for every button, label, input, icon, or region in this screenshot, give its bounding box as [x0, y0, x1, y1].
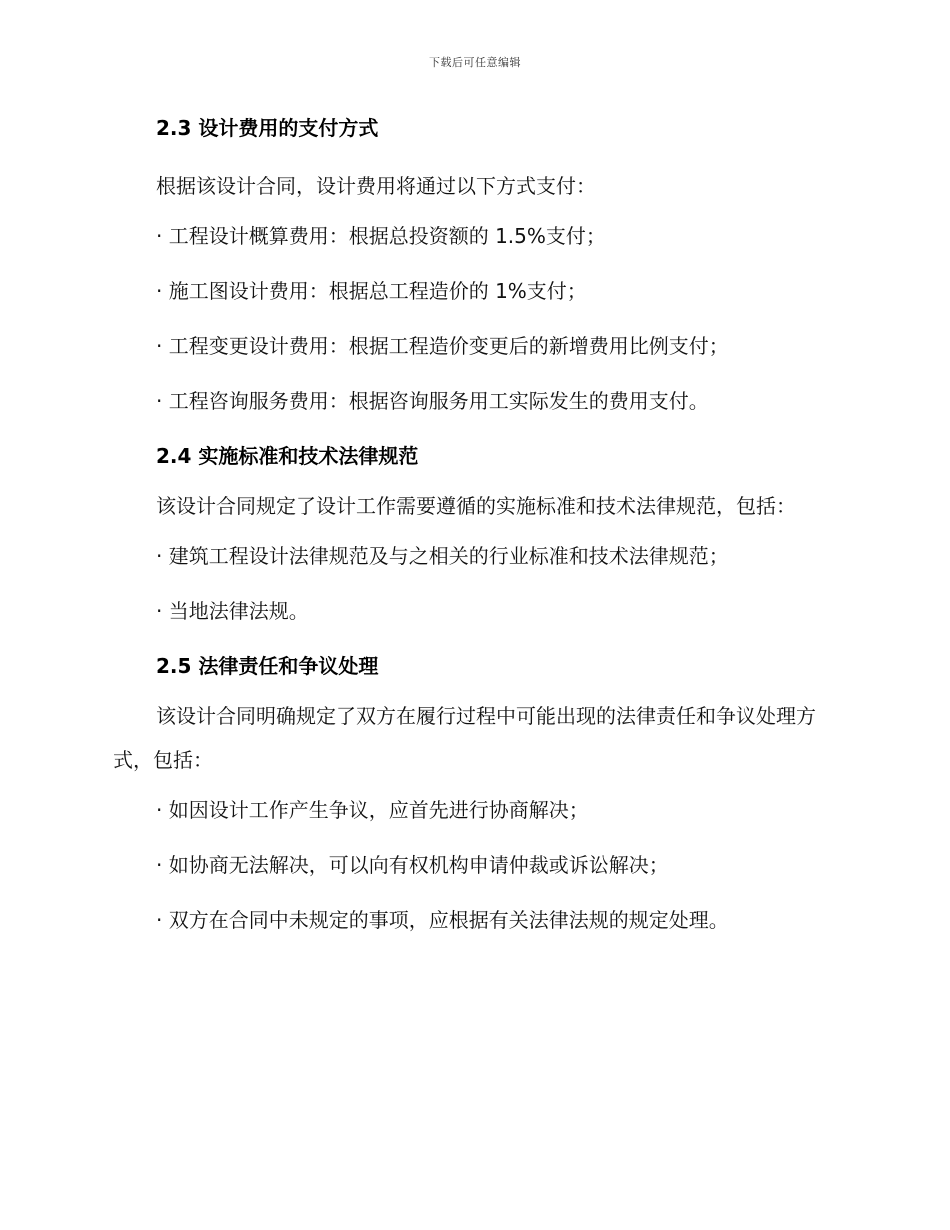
- section-heading: 2.4 实施标准和技术法律规范: [156, 444, 419, 468]
- section-intro: 该设计合同明确规定了双方在履行过程中可能出现的法律责任和争议处理方式，包括：: [113, 704, 816, 772]
- list-item: · 施工图设计费用：根据总工程造价的 1%支付；: [156, 279, 587, 303]
- list-item: · 双方在合同中未规定的事项，应根据有关法律法规的规定处理。: [156, 908, 729, 932]
- document-body: [113, 110, 833, 938]
- section-heading: 2.5 法律责任和争议处理: [156, 654, 379, 678]
- section-intro: 根据该设计合同，设计费用将通过以下方式支付：: [156, 174, 596, 198]
- section-2-4: [113, 438, 833, 629]
- list-item: · 当地法律法规。: [156, 599, 309, 623]
- section-intro: 该设计合同规定了设计工作需要遵循的实施标准和技术法律规范，包括：: [156, 494, 796, 518]
- list-item: · 工程设计概算费用：根据总投资额的 1.5%支付；: [156, 224, 606, 248]
- list-item: · 工程咨询服务费用：根据咨询服务用工实际发生的费用支付。: [156, 389, 709, 413]
- header-note: 下载后可任意编辑: [429, 56, 521, 69]
- section-2-5: [113, 648, 833, 938]
- list-item: · 如协商无法解决，可以向有权机构申请仲裁或诉讼解决；: [156, 853, 669, 877]
- list-item: · 工程变更设计费用：根据工程造价变更后的新增费用比例支付；: [156, 334, 729, 358]
- section-heading: 2.3 设计费用的支付方式: [156, 116, 379, 140]
- list-item: · 建筑工程设计法律规范及与之相关的行业标准和技术法律规范；: [156, 544, 729, 568]
- section-2-3: [113, 110, 833, 419]
- list-item: · 如因设计工作产生争议，应首先进行协商解决；: [156, 798, 589, 822]
